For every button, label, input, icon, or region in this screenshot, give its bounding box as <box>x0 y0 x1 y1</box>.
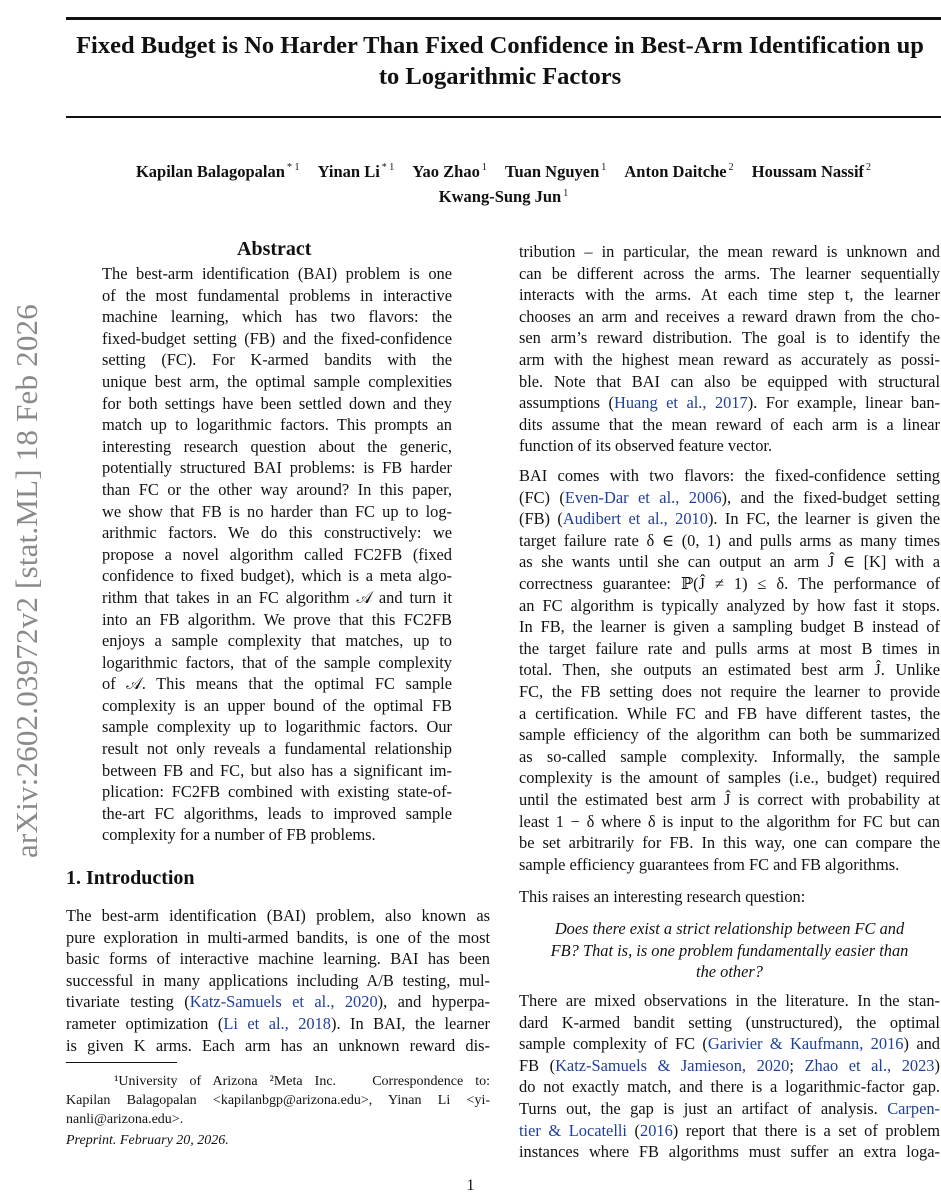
citation-link[interactable]: Carpen- <box>887 1098 940 1118</box>
intro-paragraph <box>66 905 490 1056</box>
text-line: successful in many applications including A/B testing, mul- <box>66 970 490 990</box>
text-line <box>519 487 940 509</box>
text-segment: Turns out, the gap is just an artifact of analysis. <box>519 1098 888 1118</box>
text-line: plication: FC2FB combined with existing state-of- <box>102 782 452 802</box>
author <box>318 162 395 181</box>
citation-link[interactable]: Huang et al., 2017 <box>613 393 748 413</box>
author-name: Anton Daitche <box>624 161 727 181</box>
text-line: do not exactly match, and there is a logarithmic-factor gap. <box>519 1077 940 1097</box>
citation-link[interactable]: tier & Locatelli <box>519 1120 627 1140</box>
text-line: match up to logarithmic factors. This prompts an <box>102 415 452 435</box>
text-line: for both settings have been settled down and they <box>102 393 452 413</box>
text-line: complexity is an upper bound of the optimal FB <box>102 695 452 715</box>
text-segment: rameter optimization ( <box>66 1013 224 1033</box>
author-name: Yao Zhao <box>412 161 480 181</box>
text-line: sample efficiency guarantees from FC and FB algorithms. <box>519 854 900 874</box>
text-segment: FB ( <box>519 1055 556 1075</box>
text-line: unique best arm, the optimal sample complexities <box>102 371 452 391</box>
paragraph <box>519 990 940 1163</box>
text-line: FB? That is, is one problem fundamentally easier than <box>550 940 909 960</box>
text-line: can be different across the arms. The learner sequentially <box>519 263 940 283</box>
text-line: tribution – in particular, the mean reward is unknown and <box>519 242 940 261</box>
text-line: rithm that takes in an FC algorithm 𝒜 and turn it <box>102 587 452 607</box>
text-line: chooses an arm and receives a reward drawn from the cho- <box>519 306 940 326</box>
text-line: of the most fundamental problems in interactive <box>102 285 452 305</box>
text-line: until the estimated best arm Ĵ is correct with probability at <box>519 789 940 809</box>
title-rule-top <box>66 17 941 20</box>
text-line: we show that FB is no harder than FC up to log- <box>102 501 452 521</box>
preprint-note: Preprint. February 20, 2026. <box>66 1133 229 1148</box>
text-line: instances where FB algorithms must suffer an extra loga- <box>519 1142 940 1162</box>
author-affiliation: * 1 <box>286 162 300 173</box>
section-heading-introduction: 1. Introduction <box>66 867 195 889</box>
text-line: machine learning, which has two flavors: the <box>102 307 452 327</box>
text-line: There are mixed observations in the literature. In the stan- <box>519 991 940 1010</box>
citation-link[interactable]: Zhao et al., 2023 <box>804 1055 935 1075</box>
text-line: than FC or the other way around? In this paper, <box>102 479 452 499</box>
text-segment: assumptions ( <box>519 393 614 413</box>
author-name: Houssam Nassif <box>751 161 865 181</box>
title-line: to Logarithmic Factors <box>378 63 622 90</box>
page-number: 1 <box>466 1177 475 1194</box>
text-line: as she wants until she can output an arm Ĵ ∈ [K] with a <box>519 552 940 572</box>
author <box>752 162 871 181</box>
text-segment: ( <box>626 1120 641 1140</box>
text-line: arm with the highest mean reward as accurately as possi- <box>519 349 940 369</box>
text-line: propose a novel algorithm called FC2FB (fixed <box>102 544 452 564</box>
author-affiliation: 2 <box>866 162 872 173</box>
text-line: be set arbitrarily for FB. In this way, one can compare the <box>519 833 940 853</box>
text-line: result not only reveals a fundamental relationship <box>102 739 452 759</box>
author <box>505 162 606 181</box>
text-segment: ) <box>934 1055 940 1075</box>
author-affiliation: 1 <box>601 162 607 173</box>
author-affiliation: 1 <box>481 162 487 173</box>
text-segment: (FC) ( <box>519 487 565 507</box>
text-line: dard K-armed bandit setting (unstructured), the optimal <box>519 1012 940 1032</box>
author-list <box>66 157 941 208</box>
text-line: complexity is the amount of samples (i.e., budget) required <box>519 768 940 788</box>
text-line: confidence to fixed budget), which is a meta algo- <box>102 566 452 586</box>
abstract-text <box>102 263 452 846</box>
text-segment: ), and hyperpa- <box>377 992 491 1012</box>
text-segment: (FB) ( <box>519 509 563 529</box>
text-line: fixed-budget setting (FB) and the fixed-confidence <box>102 328 452 348</box>
text-segment: sample complexity of FC ( <box>519 1034 708 1054</box>
text-line: arithmic factors. We do this constructively: we <box>102 523 452 543</box>
text-line <box>519 1120 940 1142</box>
text-line: interesting research question about the generic, <box>102 436 452 456</box>
text-line: setting (FC). For K-armed bandits with the <box>102 350 452 370</box>
text-segment: ) and <box>903 1034 940 1054</box>
text-line: The best-arm identification (BAI) problem is one <box>102 264 452 283</box>
abstract-heading: Abstract <box>237 238 312 260</box>
text-line: of 𝒜. This means that the optimal FC sample <box>102 674 452 694</box>
paragraph <box>519 886 940 908</box>
text-line: pure exploration in multi-armed bandits, is one of the most <box>66 927 490 947</box>
text-line <box>66 991 490 1013</box>
footnote-divider <box>66 1062 177 1063</box>
text-line: enjoys a sample complexity that matches, up to <box>102 631 452 651</box>
text-line: correctness guarantee: ℙ(Ĵ ≠ 1) ≤ δ. The performance of <box>519 573 940 593</box>
paragraph <box>519 465 940 875</box>
citation-link[interactable]: Katz-Samuels & Jamieson, 2020 <box>555 1055 790 1075</box>
text-line <box>519 1098 940 1120</box>
author <box>412 162 486 181</box>
text-segment: ). In BAI, the learner <box>330 1013 490 1033</box>
author <box>439 187 568 206</box>
text-segment: ; <box>789 1055 805 1075</box>
text-line: as so-called sample complexity. Informally, the sample <box>519 746 940 766</box>
text-line <box>519 392 940 414</box>
author-name: Yinan Li <box>317 161 380 181</box>
text-line: ¹University of Arizona ²Meta Inc. Correspondence to: <box>66 1074 490 1089</box>
citation-link[interactable]: Even-Dar et al., 2006 <box>564 487 722 507</box>
text-line <box>519 1033 940 1055</box>
citation-link[interactable]: 2016 <box>640 1120 673 1140</box>
text-line: The best-arm identification (BAI) problem, also known as <box>66 906 490 925</box>
title-rule-bottom <box>66 116 941 118</box>
text-line: sample efficiency of the algorithm can both be summarized <box>519 725 940 745</box>
author-affiliation: 2 <box>728 162 734 173</box>
text-line: Does there exist a strict relationship between FC and <box>554 919 905 938</box>
text-line: an FC algorithm is typically analyzed by how fast it stops. <box>519 595 940 615</box>
text-line: ble. Note that BAI can also be equipped with structural <box>519 371 940 391</box>
citation-link[interactable]: Garivier & Kaufmann, 2016 <box>707 1034 904 1054</box>
text-line: potentially structured BAI problems: is FB harder <box>102 458 452 478</box>
text-segment: ), and the fixed-budget setting <box>721 487 941 507</box>
text-segment: ). In FC, the learner is given the <box>707 509 940 529</box>
text-line: nanli@arizona.edu>. <box>66 1112 184 1127</box>
author-affiliation: 1 <box>563 187 569 199</box>
paper-title <box>40 30 941 92</box>
arxiv-stamp[interactable]: arXiv:2602.03972v2 [stat.ML] 18 Feb 2026 <box>9 304 44 858</box>
text-line: total. Then, she outputs an estimated best arm Ĵ. Unlike <box>519 660 940 680</box>
text-segment: tivariate testing ( <box>66 992 190 1012</box>
text-line: Kapilan Balagopalan <kapilanbgp@arizona.edu>, Yinan Li <yi- <box>66 1093 490 1108</box>
author-name: Kapilan Balagopalan <box>135 161 285 181</box>
text-line: dits assume that the mean reward of each arm is a linear <box>519 414 940 434</box>
citation-link[interactable]: Katz-Samuels et al., 2020 <box>189 992 378 1012</box>
text-segment: ) report that there is a set of problem <box>672 1120 940 1140</box>
text-line: a certification. While FC and FB have different tastes, the <box>519 703 940 723</box>
text-line: complexity for a number of FB problems. <box>102 825 376 845</box>
text-line: interacts with the arms. At each time step t, the learner <box>519 285 940 305</box>
text-segment: ). For example, linear ban- <box>747 393 940 413</box>
text-line <box>66 1013 490 1035</box>
text-line <box>519 508 940 530</box>
author-name: Kwang-Sung Jun <box>438 187 562 206</box>
paragraph <box>519 241 940 457</box>
citation-link[interactable]: Audibert et al., 2010 <box>562 509 708 529</box>
text-line: function of its observed feature vector. <box>519 436 773 456</box>
text-line <box>519 1055 940 1077</box>
text-line: the-art FC algorithms, leads to improved sample <box>102 803 452 823</box>
text-line: basic forms of interactive machine learning. BAI has been <box>66 949 490 969</box>
text-line: BAI comes with two flavors: the fixed-confidence setting <box>519 466 940 485</box>
author-affiliation: * 1 <box>381 162 395 173</box>
citation-link[interactable]: Li et al., 2018 <box>223 1013 331 1033</box>
text-line: sen arm’s reward distribution. The goal is to identify the <box>519 328 940 348</box>
author <box>624 162 733 181</box>
text-line: target failure rate δ ∈ (0, 1) and pulls arms as many times <box>519 530 940 550</box>
text-line: FC, the FB setting does not require the learner to provide <box>519 681 940 701</box>
text-line: logarithmic factors, that of the sample complexity <box>102 652 452 672</box>
title-line: Fixed Budget is No Harder Than Fixed Confidence in Best-Arm Identification up <box>76 32 924 59</box>
text-line: sample complexity up to logarithmic factors. Our <box>102 717 452 737</box>
text-line: least 1 − δ where δ is input to the algorithm for FC but can <box>519 811 940 831</box>
text-line: is given K arms. Each arm has an unknown reward dis- <box>66 1035 490 1055</box>
text-line: the other? <box>696 962 763 982</box>
footnote <box>66 1072 490 1129</box>
author-name: Tuan Nguyen <box>504 161 600 181</box>
text-line: This raises an interesting research question: <box>519 887 806 906</box>
text-line: the target failure rate and pulls arms at most B times in <box>519 638 940 658</box>
author <box>136 162 300 181</box>
text-line: into an FB algorithm. We prove that this FC2FB <box>102 609 452 629</box>
text-line: between FB and FC, but also has a significant im- <box>102 760 452 780</box>
text-line: In FB, the learner is given a sampling budget B instead of <box>519 617 940 637</box>
research-question <box>519 918 940 983</box>
